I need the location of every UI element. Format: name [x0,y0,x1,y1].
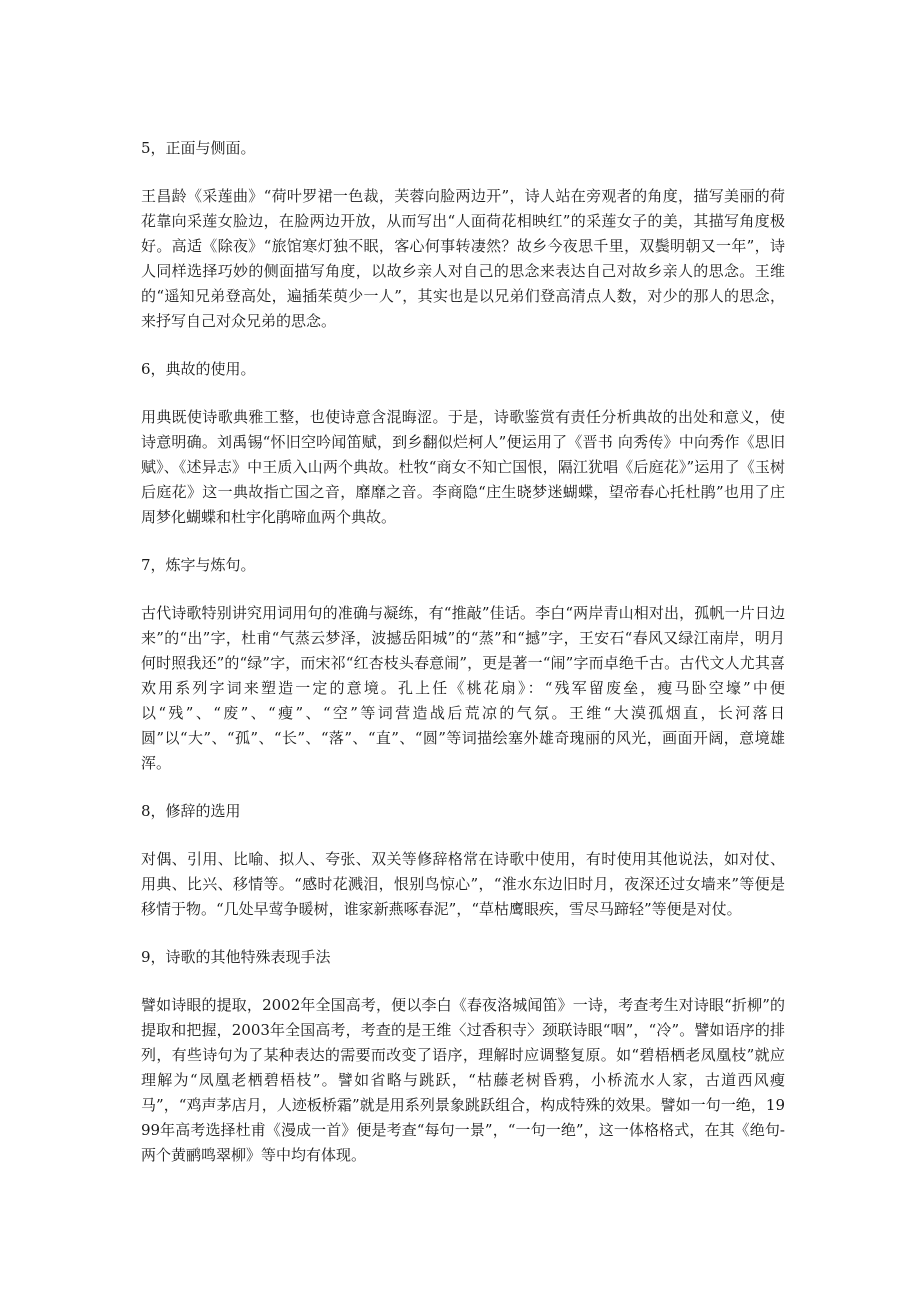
section-heading-5: 5，正面与侧面。 [141,139,256,157]
section-body-7: 古代诗歌特别讲究用词用句的准确与凝练，有“推敲”佳话。李白“两岸青山相对出，孤帆一片日边来”的“出”字，杜甫“气蒸云梦泽，波撼岳阳城”的“蒸”和“撼”字，王安石“春风又绿江南岸，明月何时照我还”的“绿”字，而宋祁“红杏枝头春意闹”，更是著一“闹”字而卓绝千古。古代文人尤其喜欢用系列字词来塑造一定的意境。孔上任《桃花扇》：“残军留废垒，瘦马卧空壕”中便以“残”、“废”、“瘦”、“空”等词营造战后荒凉的气氛。王维“大漠孤烟直，长河落日圆”以“大”、“孤”、“长”、“落”、“直”、“圆”等词描绘塞外雄奇瑰丽的风光，画面开阔，意境雄浑。 [141,604,785,772]
section-heading-7: 7，炼字与炼句。 [141,556,256,574]
section-heading-8: 8，修辞的选用 [141,802,241,820]
section-body-8: 对偶、引用、比喻、拟人、夸张、双关等修辞格常在诗歌中使用，有时使用其他说法，如对仗、用典、比兴、移情等。“感时花溅泪，恨别鸟惊心”，“淮水东边旧时月，夜深还过女墙来”等便是移情于物。“几处早莺争暖树，谁家新燕啄春泥”，“草枯鹰眼疾，雪尽马蹄轻”等便是对仗。 [141,850,785,918]
section-body-6: 用典既使诗歌典雅工整，也使诗意含混晦涩。于是，诗歌鉴赏有责任分析典故的出处和意义，使诗意明确。刘禹锡“怀旧空吟闻笛赋，到乡翻似烂柯人”便运用了《晋书 向秀传》中向秀作《思旧赋》、《述异志》中王质入山两个典故。杜牧“商女不知亡国恨，隔江犹唱《后庭花》”运用了《玉树后庭花》这一典故指亡国之音，靡靡之音。李商隐“庄生晓梦迷蝴蝶，望帝春心托杜鹃”也用了庄周梦化蝴蝶和杜宇化鹃啼血两个典故。 [141,408,785,526]
section-heading-6: 6，典故的使用。 [141,360,256,378]
document-content [141,136,785,1191]
section-body-9: 譬如诗眼的提取，2002年全国高考，便以李白《春夜洛城闻笛》一诗，考查考生对诗眼“折柳”的提取和把握，2003年全国高考，考查的是王维〈过香积寺〉颈联诗眼“咽”，“冷”。譬如语序的排列，有些诗句为了某种表达的需要而改变了语序，理解时应调整复原。如“碧梧栖老凤凰枝”就应理解为“凤凰老栖碧梧枝”。譬如省略与跳跃，“枯藤老树昏鸦，小桥流水人家，古道西风瘦马”，“鸡声茅店月，人迹板桥霜”就是用系列景象跳跃组合，构成特殊的效果。譬如一句一绝，1999年高考选择杜甫《漫成一首》便是考查“每句一景”，“一句一绝”，这一体格格式，在其《绝句-两个黄鹂鸣翠柳》等中均有体现。 [141,996,785,1164]
section-heading-9: 9，诗歌的其他特殊表现手法 [141,948,331,966]
section-body-5: 王昌龄《采莲曲》“荷叶罗裙一色裁，芙蓉向脸两边开”，诗人站在旁观者的角度，描写美丽的荷花靠向采莲女脸边，在脸两边开放，从而写出“人面荷花相映红”的采莲女子的美，其描写角度极好。高适《除夜》“旅馆寒灯独不眠，客心何事转凄然？故乡今夜思千里，双鬓明朝又一年”，诗人同样选择巧妙的侧面描写角度，以故乡亲人对自己的思念来表达自己对故乡亲人的思念。王维的“遥知兄弟登高处，遍插茱萸少一人”，其实也是以兄弟们登高清点人数，对少的那人的思念，来抒写自己对众兄弟的思念。 [141,187,785,330]
